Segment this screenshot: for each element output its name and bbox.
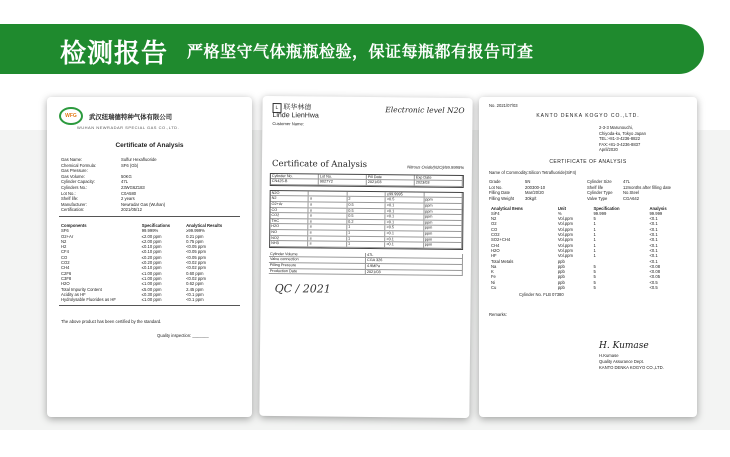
grid-cell: 2 bbox=[347, 197, 385, 202]
grid-cell bbox=[347, 192, 385, 197]
company-name-en: WUHAN NEWRADAR SPECIAL GAS CO.,LTD. bbox=[77, 125, 180, 130]
table-cell: <0.05 ppm bbox=[186, 254, 206, 260]
table-cell: <0.1 bbox=[649, 242, 658, 248]
doc1-header bbox=[47, 97, 252, 125]
grid-cell: <0.1 bbox=[385, 231, 423, 236]
doc3-sign-company: KANTO DENKA KOGYO CO.,LTD. bbox=[599, 364, 664, 370]
info-cell: 30kg/t bbox=[525, 195, 537, 201]
banner-subtitle: 严格坚守气体瓶瓶检验，保证每瓶都有报告可查 bbox=[187, 42, 534, 61]
table-cell: O2 bbox=[491, 221, 497, 227]
grid-cell: ≤ bbox=[309, 208, 347, 213]
doc3-table bbox=[489, 206, 687, 291]
table-cell: Vol.ppm bbox=[557, 226, 573, 232]
grid-cell: THC bbox=[270, 219, 308, 224]
brand-en: Linde LienHwa bbox=[272, 112, 319, 120]
doc3-product: Name of Commodity:Silicon Tetrafluoride(SiF4) bbox=[489, 169, 577, 175]
info-cell: CGA642 bbox=[623, 195, 640, 201]
address-line: FAX:+81-3-4236-8837 bbox=[599, 141, 641, 147]
table-cell: 0.75 ppm bbox=[186, 238, 204, 244]
doc3-signature: H. Kumase bbox=[599, 341, 649, 352]
info-cell: Mar/20/20 bbox=[525, 190, 544, 196]
grid-row bbox=[270, 241, 462, 249]
doc1-title: Certificate of Analysis bbox=[115, 142, 184, 149]
grid-cell: Fill Date bbox=[367, 175, 415, 180]
grid-cell: ≤ bbox=[309, 202, 347, 207]
table-cell: HF bbox=[491, 253, 497, 259]
info-cell: 5N bbox=[525, 179, 531, 185]
info-cell: Filling Weight bbox=[489, 195, 515, 201]
doc1-footer: The above product has been certified by the standard. bbox=[61, 319, 162, 325]
table-cell: C3F8 bbox=[61, 275, 72, 281]
table-cell: <0.1 bbox=[649, 226, 658, 232]
table-cell: CF4 bbox=[61, 249, 69, 255]
doc2-signature: QC / 2021 bbox=[274, 282, 331, 296]
grid-cell: 1 bbox=[347, 231, 385, 236]
table-cell: <0.1 bbox=[649, 258, 658, 264]
table-cell: H2 bbox=[61, 244, 67, 250]
table-cell: ≤0.20 ppm bbox=[141, 260, 162, 266]
doc3-remarks: Remarks: bbox=[489, 311, 507, 317]
linde-logo: L bbox=[273, 103, 282, 113]
field-value: Newradar Gas (Wuhan) bbox=[121, 201, 166, 207]
table-cell: Fe bbox=[491, 274, 496, 280]
table-cell: 5 bbox=[593, 216, 596, 222]
table-cell: CO bbox=[61, 254, 68, 260]
info-cell: Valve Type bbox=[587, 195, 608, 201]
grid-cell: ≤ bbox=[309, 230, 347, 235]
grid-cell: ppm bbox=[424, 204, 462, 209]
info-cell: Filling Date bbox=[489, 190, 510, 196]
table-cell: ppb bbox=[557, 279, 565, 285]
field-value: 2021/05/12 bbox=[121, 207, 142, 213]
field-label: Gas Name: bbox=[61, 157, 83, 162]
table-cell: O2+Ar bbox=[61, 233, 74, 239]
table-cell: ≤0.30 ppm bbox=[141, 291, 162, 297]
banner-title: 检测报告 bbox=[60, 39, 169, 69]
info-cell: No.Steel bbox=[623, 190, 640, 196]
table-cell: SF6 bbox=[61, 228, 69, 234]
grid-cell: <0.1 bbox=[386, 203, 424, 208]
certificate-linde bbox=[259, 96, 472, 418]
grid-cell: Production Date bbox=[269, 268, 366, 274]
field-label: Lot No.: bbox=[61, 190, 76, 196]
info-cell: 200300-10 bbox=[525, 184, 546, 190]
table-cell: % bbox=[557, 210, 562, 216]
grid-cell: ppm bbox=[424, 237, 462, 242]
grid-cell bbox=[424, 192, 462, 197]
field-row bbox=[47, 207, 252, 213]
grid-cell: Filling Pressure bbox=[269, 263, 366, 269]
field-label: Certification: bbox=[61, 207, 85, 213]
table-cell: 99.999% bbox=[141, 228, 159, 234]
grid-cell: Cylinder No. bbox=[271, 174, 319, 179]
grid-cell: ppm bbox=[424, 226, 462, 231]
table-row bbox=[59, 297, 239, 302]
table-cell: <0.08 bbox=[649, 269, 661, 275]
grid-cell: NO bbox=[270, 230, 308, 235]
address-line: TEL:+81-3-4236-8822 bbox=[599, 136, 641, 142]
table-cell: 5 bbox=[593, 279, 596, 285]
grid-cell: ppm bbox=[424, 232, 462, 237]
doc2-header-grid bbox=[270, 173, 464, 188]
grid-cell: ≤ bbox=[309, 225, 347, 230]
table-cell: <0.1 bbox=[649, 221, 658, 227]
table-cell: 1 bbox=[593, 237, 596, 243]
certificate-wuhan bbox=[47, 97, 252, 417]
grid-cell: ≤ bbox=[309, 242, 347, 247]
field-label: Cylinders No.: bbox=[61, 184, 88, 190]
table-cell: CH4 bbox=[61, 265, 70, 271]
table-cell: ≥99.999% bbox=[186, 228, 205, 234]
brand-cn: 联华林德 bbox=[283, 104, 312, 112]
table-cell: 5 bbox=[593, 263, 596, 269]
doc2-details-grid bbox=[269, 252, 463, 276]
table-cell: H2O bbox=[491, 247, 500, 253]
table-cell: Ni bbox=[491, 279, 495, 285]
grid-cell: 9027Y2 bbox=[319, 180, 367, 185]
grid-cell: ppm bbox=[424, 198, 462, 203]
grid-cell: <0.1 bbox=[385, 237, 423, 242]
doc3-sign-title: Quality Assurance Dept. bbox=[599, 359, 644, 365]
table-cell: CO2 bbox=[61, 260, 70, 266]
table-cell: Vol.ppm bbox=[557, 247, 573, 253]
doc2-title: Certificate of Analysis bbox=[271, 158, 368, 170]
company-logo: WFG bbox=[59, 107, 83, 125]
grid-cell: CO bbox=[270, 208, 308, 213]
field-value: Sulfur Hexafluoride bbox=[121, 157, 157, 162]
table-cell: CH4 bbox=[491, 242, 500, 248]
table-cell: ≤2.00 ppm bbox=[141, 233, 162, 239]
column-header: Analytical Results bbox=[186, 222, 223, 228]
grid-cell: 0.2 bbox=[347, 220, 385, 225]
grid-cell: <0.1 bbox=[385, 242, 423, 247]
grid-cell: Cylinder Volume bbox=[269, 252, 366, 258]
table-cell: <0.08 bbox=[649, 263, 661, 269]
field-value: 2 years bbox=[121, 196, 135, 202]
table-cell: 0.21 ppm bbox=[186, 233, 204, 239]
field-value: SF6 (Gb) bbox=[121, 162, 139, 168]
table-cell: SiF4 bbox=[491, 210, 500, 216]
table-cell: Hydrolysable Fluorides as HF bbox=[61, 297, 116, 303]
divider bbox=[59, 305, 240, 306]
table-cell: 1 bbox=[593, 226, 596, 232]
table-cell: ppb bbox=[557, 284, 565, 290]
doc1-inspector: Quality inspection: _______ bbox=[157, 332, 209, 338]
table-cell: Vol.ppm bbox=[557, 253, 573, 259]
table-cell: 99.999 bbox=[649, 210, 663, 216]
doc2-subtitle: Nitrous Oxide(N2O)/99.9995% bbox=[407, 164, 464, 171]
table-cell: ≤1.00 ppm bbox=[141, 281, 162, 287]
grid-cell: 0.5 bbox=[347, 208, 385, 213]
table-cell: <0.1 bbox=[649, 237, 658, 243]
table-cell: 1 bbox=[593, 247, 596, 253]
grid-cell: CGA 326 bbox=[366, 258, 463, 264]
table-cell: ppb bbox=[557, 269, 565, 275]
grid-cell: N2O bbox=[271, 191, 309, 196]
grid-cell: 2021/03 bbox=[366, 269, 463, 275]
table-cell: ≤0.20 ppm bbox=[141, 254, 162, 260]
grid-cell: 47L bbox=[366, 253, 463, 259]
company-name-cn: 武汉纽瑞德特种气体有限公司 bbox=[89, 112, 173, 121]
column-header: Analysis bbox=[649, 205, 667, 211]
grid-cell: H2O bbox=[270, 224, 308, 229]
grid-cell: Valve connection bbox=[269, 257, 366, 263]
grid-cell: Lot No. bbox=[319, 174, 367, 179]
table-cell: <0.02 ppm bbox=[186, 265, 206, 271]
table-cell: 5 bbox=[593, 274, 596, 280]
info-row bbox=[489, 196, 687, 202]
doc3-sign-name: H.Kumase bbox=[599, 353, 619, 359]
grid-cell: <0.1 bbox=[386, 220, 424, 225]
table-cell: K bbox=[491, 269, 494, 275]
customer-label: Customer Name: bbox=[272, 121, 305, 127]
grid-cell: N2 bbox=[271, 196, 309, 201]
table-cell: Vol.ppm bbox=[557, 221, 573, 227]
doc3-company: KANTO DENKA KOGYO CO.,LTD. bbox=[536, 112, 640, 119]
grid-cell: CO2 bbox=[270, 213, 308, 218]
grid-cell: NH3 bbox=[270, 241, 308, 246]
grid-cell: ≤ bbox=[309, 197, 347, 202]
grid-cell bbox=[309, 191, 347, 196]
grid-cell: ppm bbox=[424, 209, 462, 214]
info-cell: Lot No. bbox=[489, 184, 503, 190]
grid-cell: 1 bbox=[347, 236, 385, 241]
grid-cell: 1 bbox=[347, 225, 385, 230]
table-cell: <0.02 ppm bbox=[186, 275, 206, 281]
grid-cell: ≤ bbox=[309, 219, 347, 224]
table-cell: 1 bbox=[593, 232, 596, 238]
doc2-header bbox=[262, 96, 472, 121]
table-cell: <0.1 bbox=[649, 216, 658, 222]
table-cell: 0.62 ppm bbox=[186, 281, 204, 287]
grid-cell: NO2 bbox=[270, 236, 308, 241]
info-cell: Cylinder Type bbox=[587, 190, 613, 196]
table-cell: CO2 bbox=[491, 232, 500, 238]
grid-cell: <0.1 bbox=[386, 209, 424, 214]
field-label: Manufacturer: bbox=[61, 201, 87, 207]
grid-cell: <0.1 bbox=[386, 214, 424, 219]
grid-cell: O2+Ar bbox=[271, 202, 309, 207]
field-label: Cylinder Capacity: bbox=[61, 179, 95, 185]
table-cell: 0.60 ppm bbox=[186, 270, 204, 276]
table-cell: ppb bbox=[557, 263, 565, 269]
field-label: Gas Pressure: bbox=[61, 168, 88, 174]
table-cell: Total Impurity Content bbox=[61, 286, 102, 292]
table-cell: <0.1 bbox=[649, 232, 658, 238]
grid-cell: 4.9MPa bbox=[366, 264, 463, 270]
linde-brand bbox=[272, 104, 318, 119]
doc3-address bbox=[479, 119, 697, 153]
table-cell: Acidity as HF bbox=[61, 291, 86, 297]
doc3-info bbox=[479, 175, 697, 201]
field-label: Shelf life: bbox=[61, 196, 79, 202]
table-cell: ≤1.00 ppm bbox=[141, 270, 162, 276]
divider bbox=[59, 216, 240, 217]
table-cell: <0.1 bbox=[649, 247, 658, 253]
doc1-fields bbox=[47, 157, 252, 213]
grid-cell: ≤ bbox=[309, 236, 347, 241]
table-cell: 2.45 ppm bbox=[186, 286, 204, 292]
table-cell: Na bbox=[491, 263, 497, 269]
table-cell: <0.5 bbox=[649, 279, 658, 285]
doc3-title: CERTIFICATE OF ANALYSIS bbox=[549, 159, 627, 166]
grid-cell: 2023/03 bbox=[415, 181, 463, 186]
table-cell: 99.999 bbox=[593, 210, 607, 216]
table-cell: ppb bbox=[557, 258, 565, 264]
table-cell: ≤2.00 ppm bbox=[141, 238, 162, 244]
table-cell: <0.1 ppm bbox=[186, 297, 204, 303]
table-cell: 5 bbox=[593, 284, 596, 290]
table-cell: H2O bbox=[61, 281, 70, 287]
doc1-table bbox=[59, 223, 239, 302]
info-cell: Cylinder Size bbox=[587, 179, 612, 185]
field-label: Gas Volume: bbox=[61, 173, 85, 179]
grid-cell: 0.5 bbox=[347, 203, 385, 208]
doc3-cylinder-note: Cylinder No. FLB 07380 bbox=[519, 292, 564, 298]
info-cell: Shelf life bbox=[587, 184, 604, 190]
doc2-impurity-grid bbox=[269, 190, 464, 250]
doc2-coa-row bbox=[262, 129, 472, 171]
header-banner bbox=[0, 24, 704, 74]
field-value: 23WG6Z183 bbox=[121, 184, 145, 190]
table-cell: ≤5.00 ppm bbox=[141, 286, 162, 292]
table-cell: 5 bbox=[593, 269, 596, 275]
table-cell: 1 bbox=[593, 221, 596, 227]
table-cell: Vol.ppm bbox=[557, 216, 573, 222]
column-header: Analytical Items bbox=[491, 205, 523, 211]
table-cell: <0.05 ppm bbox=[186, 244, 206, 250]
grid-cell: <0.5 bbox=[386, 226, 424, 231]
info-cell: Grade bbox=[489, 179, 501, 185]
table-cell: Vol.ppm bbox=[557, 242, 573, 248]
table-cell: ppb bbox=[557, 274, 565, 280]
grid-cell: ppm bbox=[424, 215, 462, 220]
grid-cell: 1 bbox=[347, 242, 385, 247]
grid-cell: 0.5 bbox=[347, 214, 385, 219]
table-cell: N2 bbox=[491, 216, 497, 222]
table-cell: <0.05 bbox=[649, 274, 661, 280]
field-value: 50KG bbox=[121, 173, 132, 179]
column-header: Components bbox=[61, 222, 87, 228]
table-cell: <0.05 ppm bbox=[186, 249, 206, 255]
field-value: C0A580 bbox=[121, 190, 137, 196]
table-cell: ≤1.00 ppm bbox=[141, 275, 162, 281]
certificate-kanto bbox=[479, 97, 697, 417]
table-cell: 1 bbox=[593, 242, 596, 248]
table-cell: ≤0.10 ppm bbox=[141, 249, 162, 255]
product-name: Electronic level N2O bbox=[385, 105, 465, 116]
table-cell: CO bbox=[491, 226, 498, 232]
table-cell: N2 bbox=[61, 238, 67, 244]
field-label: Chemical Formula: bbox=[61, 162, 97, 168]
info-cell: 47L bbox=[623, 179, 630, 185]
table-cell: 1 bbox=[593, 253, 596, 259]
table-cell: Vol.ppm bbox=[557, 237, 573, 243]
table-cell: ≤0.10 ppm bbox=[141, 244, 162, 250]
field-value: 47L bbox=[121, 179, 128, 185]
table-cell: Total Metals bbox=[491, 258, 514, 264]
grid-cell: ppm bbox=[424, 220, 462, 225]
grid-cell: Exp Date bbox=[415, 175, 463, 180]
grid-cell: ppm bbox=[424, 243, 462, 248]
grid-cell: CN425-B bbox=[271, 179, 319, 184]
grid-row bbox=[269, 268, 463, 276]
table-cell: Vol.ppm bbox=[557, 232, 573, 238]
info-cell: 12months after filling date bbox=[623, 184, 671, 190]
table-cell: ≤0.10 ppm bbox=[141, 265, 162, 271]
table-cell: Cu bbox=[491, 284, 497, 290]
table-cell: <0.5 bbox=[649, 284, 658, 290]
table-cell: C2F6 bbox=[61, 270, 72, 276]
grid-cell: <0.5 bbox=[386, 198, 424, 203]
table-cell: ≤1.00 ppm bbox=[141, 297, 162, 303]
table-cell: <0.1 bbox=[649, 253, 658, 259]
column-header: Unit bbox=[557, 205, 566, 211]
grid-cell: 2021/03 bbox=[367, 180, 415, 185]
column-header: Specifications bbox=[141, 222, 171, 228]
table-cell: <0.02 ppm bbox=[186, 260, 206, 266]
address-line: April/2020 bbox=[599, 147, 618, 153]
address-line: Chiyoda-ku, Tokyo Japan bbox=[599, 130, 646, 136]
doc3-ref: No. 2021/07/03 bbox=[489, 103, 518, 108]
address-line: 2-3-3 Marunouchi, bbox=[599, 125, 633, 131]
table-cell: SO2+CH4 bbox=[491, 237, 511, 243]
grid-row bbox=[271, 179, 463, 187]
grid-cell: ≥99.9995 bbox=[386, 192, 424, 197]
column-header: Specification bbox=[593, 205, 620, 211]
table-cell: <0.1 ppm bbox=[186, 291, 204, 297]
grid-cell: ≤ bbox=[309, 214, 347, 219]
